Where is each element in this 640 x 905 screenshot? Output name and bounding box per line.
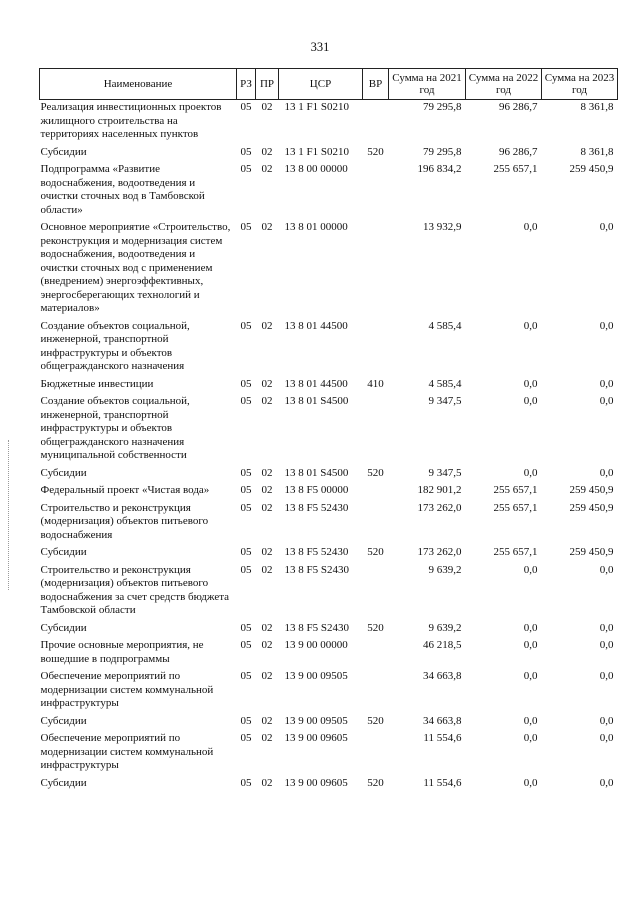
row-rz: 05: [240, 670, 252, 682]
row-pr: 02: [261, 221, 273, 233]
table-row: [40, 100, 618, 145]
table-row: [40, 162, 618, 220]
row-rz: 05: [240, 621, 252, 634]
header-sum-2022: Сумма на 2022 год: [466, 69, 542, 100]
row-name: Создание объектов социальной, инженерной, транспортной инфраструктуры и объектов общегражданского назначения муниципальной собственности: [40, 395, 190, 461]
row-pr: 02: [261, 639, 273, 651]
header-rz: РЗ: [237, 69, 256, 100]
page-number: 331: [310, 40, 330, 54]
row-rz: 05: [240, 732, 252, 744]
row-csr: 13 8 01 44500: [284, 377, 348, 390]
row-sum-2023: 0,0: [599, 377, 614, 390]
row-rz: 05: [240, 101, 252, 113]
row-csr: 13 9 00 09505: [284, 714, 348, 727]
row-csr: 13 9 00 09505: [284, 670, 348, 682]
header-csr: ЦСР: [279, 69, 363, 100]
row-vr: 520: [367, 466, 384, 479]
row-sum-2023: 0,0: [599, 395, 614, 407]
row-rz: 05: [240, 163, 252, 175]
row-name: Создание объектов социальной, инженерной, транспортной инфраструктуры и объектов общегражданского назначения: [40, 319, 190, 372]
row-sum-2021: 9 347,5: [428, 395, 462, 407]
row-vr: [363, 319, 389, 377]
table-row: [40, 501, 618, 546]
row-sum-2022: 0,0: [523, 714, 538, 727]
row-csr: 13 8 F5 S2430: [284, 563, 349, 576]
row-vr: [363, 100, 389, 145]
row-pr: 02: [261, 732, 273, 744]
row-sum-2022: 0,0: [523, 621, 538, 634]
row-sum-2023: 8 361,8: [580, 101, 614, 113]
row-pr: 02: [261, 546, 273, 558]
row-csr: 13 9 00 09605: [284, 776, 348, 789]
row-name: Строительство и реконструкция (модернизация) объектов питьевого водоснабжения: [40, 501, 209, 541]
row-sum-2022: 0,0: [523, 395, 538, 407]
row-pr: 02: [261, 145, 273, 158]
row-sum-2021: 173 262,0: [417, 546, 462, 558]
row-name: Обеспечение мероприятий по модернизации систем коммунальной инфраструктуры: [40, 670, 214, 709]
table-row: [40, 638, 618, 669]
row-pr: 02: [261, 377, 273, 390]
row-csr: 13 9 00 09605: [284, 732, 348, 744]
row-name: Субсидии: [40, 145, 87, 158]
row-sum-2022: 96 286,7: [499, 145, 538, 158]
row-sum-2021: 173 262,0: [417, 501, 462, 514]
row-vr: 520: [367, 145, 384, 158]
row-sum-2023: 0,0: [599, 621, 614, 634]
row-csr: 13 1 F1 S0210: [284, 145, 349, 158]
row-vr: 520: [367, 621, 384, 634]
row-sum-2021: 34 663,8: [423, 714, 462, 727]
row-sum-2022: 0,0: [523, 377, 538, 390]
row-pr: 02: [261, 466, 273, 479]
row-rz: 05: [240, 319, 252, 332]
row-sum-2023: 0,0: [599, 466, 614, 479]
table-header-row: [40, 69, 618, 100]
row-sum-2023: 0,0: [599, 776, 614, 789]
row-rz: 05: [240, 501, 252, 514]
row-pr: 02: [261, 501, 273, 514]
row-sum-2022: 96 286,7: [499, 101, 538, 113]
row-sum-2023: 8 361,8: [580, 145, 614, 158]
row-pr: 02: [261, 319, 273, 332]
row-sum-2023: 0,0: [599, 563, 614, 576]
row-vr: 520: [367, 546, 384, 558]
row-sum-2022: 255 657,1: [493, 501, 538, 514]
row-sum-2022: 0,0: [523, 639, 538, 651]
row-sum-2022: 0,0: [523, 732, 538, 744]
row-name: Прочие основные мероприятия, не вошедшие в подпрограммы: [40, 639, 204, 665]
row-sum-2023: 259 450,9: [569, 501, 614, 514]
row-vr: [363, 669, 389, 714]
row-sum-2022: 0,0: [523, 466, 538, 479]
row-vr: 410: [367, 377, 384, 390]
row-csr: 13 8 F5 52430: [284, 546, 349, 558]
row-csr: 13 8 01 44500: [284, 319, 348, 332]
row-sum-2021: 182 901,2: [417, 484, 462, 496]
row-vr: [363, 501, 389, 546]
row-sum-2021: 9 639,2: [428, 621, 462, 634]
row-sum-2021: 11 554,6: [423, 776, 462, 789]
row-rz: 05: [240, 221, 252, 233]
row-sum-2021: 46 218,5: [423, 639, 462, 651]
table-row: [40, 545, 618, 563]
row-pr: 02: [261, 621, 273, 634]
row-name: Субсидии: [40, 776, 87, 789]
row-sum-2021: 4 585,4: [428, 319, 462, 332]
row-rz: 05: [240, 639, 252, 651]
row-rz: 05: [240, 484, 252, 496]
row-rz: 05: [240, 466, 252, 479]
table-row: [40, 669, 618, 714]
row-csr: 13 8 01 S4500: [284, 395, 349, 407]
table-row: [40, 731, 618, 776]
row-name: Бюджетные инвестиции: [40, 377, 154, 390]
row-sum-2023: 259 450,9: [569, 163, 614, 175]
table-body: [40, 100, 618, 794]
header-name: Наименование: [40, 69, 237, 100]
header-sum-2021: Сумма на 2021 год: [389, 69, 466, 100]
row-sum-2023: 0,0: [599, 639, 614, 651]
table-row: [40, 466, 618, 484]
row-vr: [363, 483, 389, 501]
row-sum-2022: 255 657,1: [493, 546, 538, 558]
row-sum-2023: 259 450,9: [569, 546, 614, 558]
row-csr: 13 1 F1 S0210: [284, 101, 349, 113]
row-sum-2023: 0,0: [599, 221, 614, 233]
table-row: [40, 220, 618, 319]
row-sum-2021: 9 347,5: [428, 466, 462, 479]
table-row: [40, 319, 618, 377]
row-pr: 02: [261, 714, 273, 727]
row-csr: 13 8 F5 00000: [284, 484, 349, 496]
row-csr: 13 8 00 00000: [284, 163, 348, 175]
header-pr: ПР: [256, 69, 279, 100]
row-name: Строительство и реконструкция (модернизация) объектов питьевого водоснабжения за счет средств бюджета Тамбовской области: [40, 563, 230, 616]
row-sum-2021: 34 663,8: [423, 670, 462, 682]
row-pr: 02: [261, 563, 273, 576]
row-csr: 13 8 01 00000: [284, 221, 348, 233]
table-row: [40, 563, 618, 621]
row-vr: [363, 638, 389, 669]
row-sum-2023: 0,0: [599, 670, 614, 682]
row-sum-2022: 255 657,1: [493, 163, 538, 175]
row-vr: [363, 220, 389, 319]
row-name: Субсидии: [40, 466, 87, 479]
table-row: [40, 776, 618, 794]
row-vr: 520: [367, 714, 384, 727]
row-name: Федеральный проект «Чистая вода»: [40, 484, 210, 496]
row-sum-2022: 255 657,1: [493, 484, 538, 496]
row-pr: 02: [261, 163, 273, 175]
row-rz: 05: [240, 377, 252, 390]
row-sum-2021: 79 295,8: [423, 145, 462, 158]
row-sum-2021: 9 639,2: [428, 563, 462, 576]
row-sum-2021: 4 585,4: [428, 377, 462, 390]
table-row: [40, 145, 618, 163]
row-sum-2022: 0,0: [523, 563, 538, 576]
row-vr: [363, 563, 389, 621]
row-vr: 520: [367, 776, 384, 789]
table-row: [40, 377, 618, 395]
row-sum-2023: 259 450,9: [569, 484, 614, 496]
row-pr: 02: [261, 101, 273, 113]
row-sum-2021: 79 295,8: [423, 101, 462, 113]
row-rz: 05: [240, 714, 252, 727]
row-sum-2021: 13 932,9: [423, 221, 462, 233]
row-vr: [363, 162, 389, 220]
row-sum-2021: 196 834,2: [417, 163, 462, 175]
row-pr: 02: [261, 776, 273, 789]
table-row: [40, 621, 618, 639]
table-row: [40, 714, 618, 732]
row-csr: 13 9 00 00000: [284, 639, 348, 651]
row-csr: 13 8 01 S4500: [284, 466, 349, 479]
budget-table: [39, 68, 618, 793]
row-rz: 05: [240, 395, 252, 407]
row-name: Субсидии: [40, 546, 87, 558]
header-sum-2023: Сумма на 2023 год: [542, 69, 618, 100]
row-sum-2021: 11 554,6: [423, 732, 462, 744]
row-rz: 05: [240, 145, 252, 158]
row-rz: 05: [240, 563, 252, 576]
row-sum-2022: 0,0: [523, 776, 538, 789]
row-name: Подпрограмма «Развитие водоснабжения, водоотведения и очистки сточных вод в Тамбовской области»: [40, 163, 205, 216]
row-pr: 02: [261, 670, 273, 682]
row-name: Субсидии: [40, 621, 87, 634]
row-rz: 05: [240, 546, 252, 558]
row-name: Субсидии: [40, 714, 87, 727]
row-vr: [363, 731, 389, 776]
row-sum-2022: 0,0: [523, 319, 538, 332]
row-sum-2022: 0,0: [523, 670, 538, 682]
row-sum-2023: 0,0: [599, 732, 614, 744]
table-row: [40, 394, 618, 466]
row-vr: [363, 394, 389, 466]
binding-margin-marks: [8, 440, 11, 590]
row-sum-2023: 0,0: [599, 319, 614, 332]
row-sum-2022: 0,0: [523, 221, 538, 233]
row-sum-2023: 0,0: [599, 714, 614, 727]
row-pr: 02: [261, 484, 273, 496]
header-vr: ВР: [363, 69, 389, 100]
row-name: Реализация инвестиционных проектов жилищного строительства на территориях населенных пунктов: [40, 101, 222, 140]
row-rz: 05: [240, 776, 252, 789]
row-name: Основное мероприятие «Строительство, реконструкция и модернизация систем водоснабжения, водоотведения и очистки сточных вод с применением (внедрением) энергоэффективных, энергосберегающих технологий и материалов»: [40, 221, 231, 314]
row-csr: 13 8 F5 52430: [284, 501, 349, 514]
row-name: Обеспечение мероприятий по модернизации систем коммунальной инфраструктуры: [40, 732, 214, 771]
row-csr: 13 8 F5 S2430: [284, 621, 349, 634]
row-pr: 02: [261, 395, 273, 407]
table-row: [40, 483, 618, 501]
